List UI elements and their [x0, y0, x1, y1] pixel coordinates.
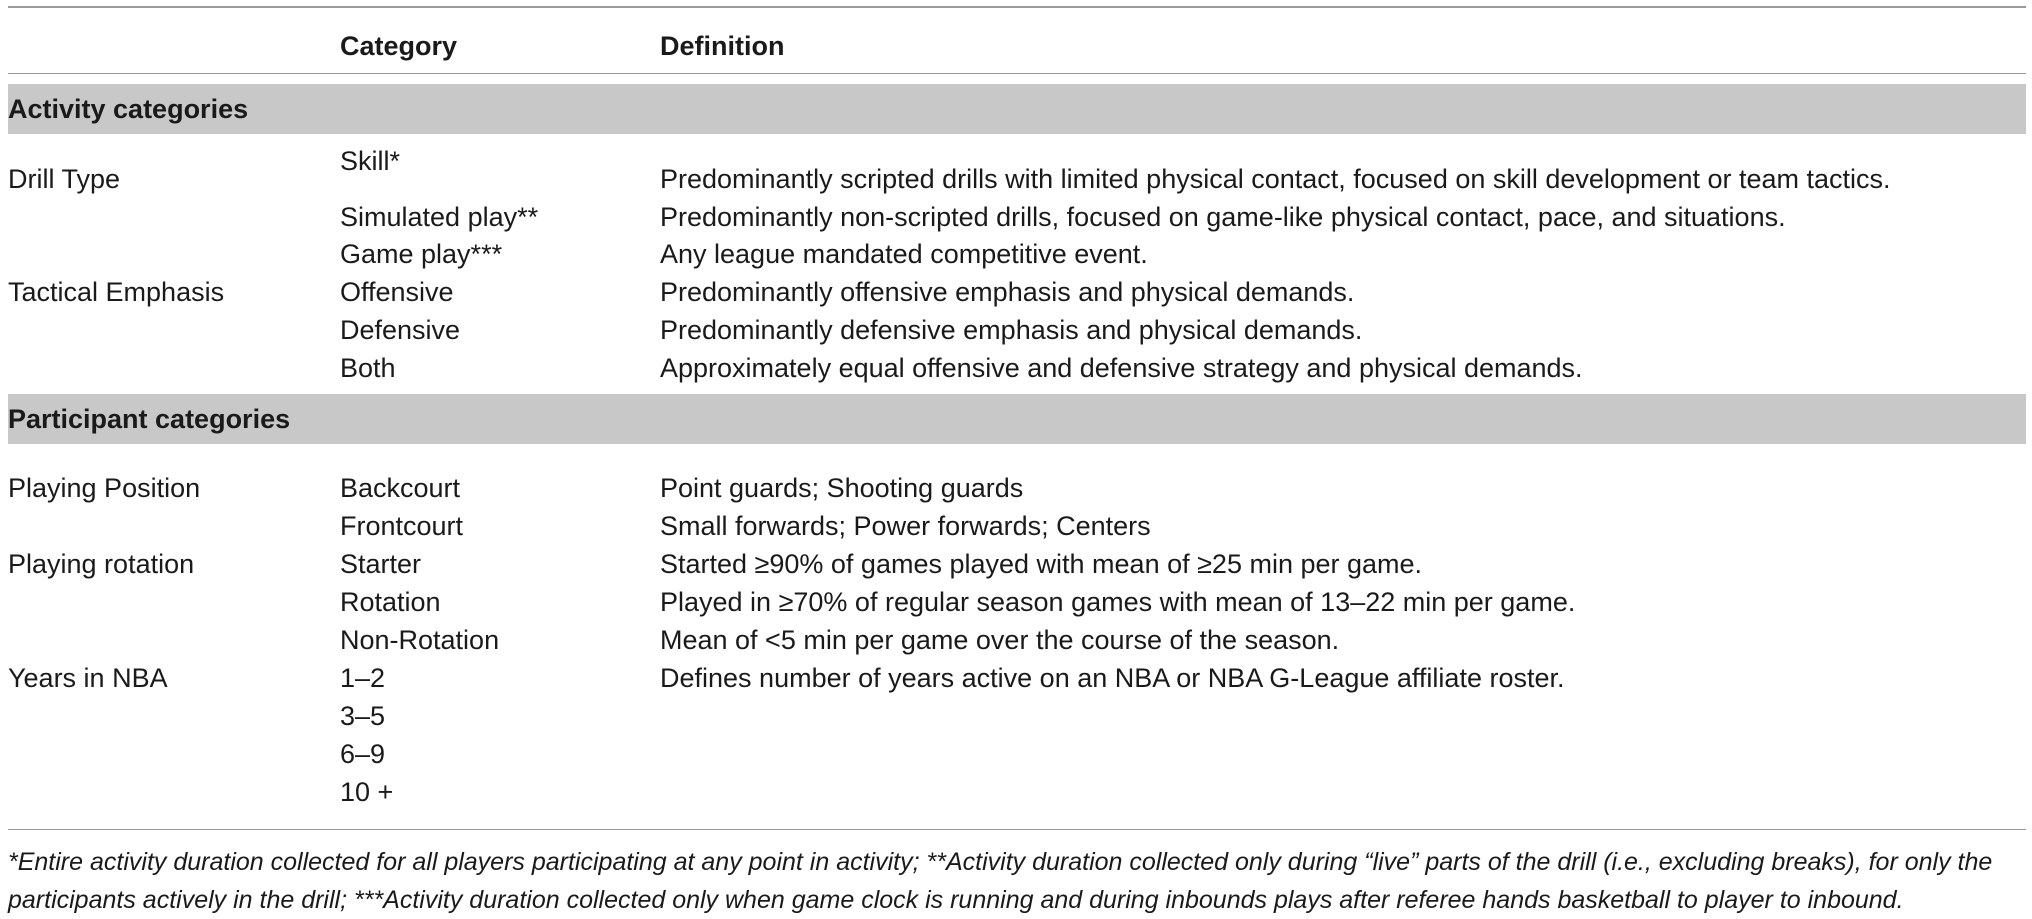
row-definition: Played in ≥70% of regular season games with mean of 13–22 min per game.	[660, 587, 1576, 617]
header-category: Category	[340, 31, 458, 61]
row-category: Rotation	[340, 587, 441, 617]
row-group: Playing Position	[8, 473, 201, 503]
row-category: Game play***	[340, 239, 503, 269]
table-footnote: *Entire activity duration collected for all players participating at any point in activity; **Activity duration collected only during “live” parts of the drill (i.e., excluding breaks), for only the participants actively in the drill; ***Activity duration collected only when game clock is running and during inbounds plays after referee hands basketball to player to inbound.	[8, 848, 1993, 914]
row-definition: Small forwards; Power forwards; Centers	[660, 511, 1151, 541]
header-definition: Definition	[660, 31, 785, 61]
row-definition: Any league mandated competitive event.	[660, 239, 1148, 269]
row-group: Years in NBA	[8, 663, 168, 693]
row-definition: Mean of <5 min per game over the course of the season.	[660, 625, 1340, 655]
top-rule	[8, 6, 2026, 8]
row-definition: Predominantly non-scripted drills, focused on game-like physical contact, pace, and situations.	[660, 202, 1786, 232]
section-band-participant	[8, 394, 2026, 444]
section-band-activity	[8, 84, 2026, 134]
bottom-rule	[8, 829, 2026, 830]
row-definition: Predominantly offensive emphasis and physical demands.	[660, 277, 1355, 307]
row-definition: Point guards; Shooting guards	[660, 473, 1024, 503]
row-category: Offensive	[340, 277, 454, 307]
row-category: Starter	[340, 549, 422, 579]
row-category: Skill*	[340, 146, 401, 176]
row-category: 10 +	[340, 777, 394, 807]
row-category: Non-Rotation	[340, 625, 500, 655]
row-category: Both	[340, 353, 396, 383]
row-category: 6–9	[340, 739, 386, 769]
row-category: Simulated play**	[340, 202, 539, 232]
row-group: Tactical Emphasis	[8, 277, 225, 307]
row-definition: Predominantly defensive emphasis and physical demands.	[660, 315, 1363, 345]
section-title: Activity categories	[8, 94, 249, 124]
row-category: Frontcourt	[340, 511, 464, 541]
header-rule	[8, 73, 2026, 74]
row-category: 3–5	[340, 701, 386, 731]
row-definition: Started ≥90% of games played with mean of ≥25 min per game.	[660, 549, 1423, 579]
row-category: Backcourt	[340, 473, 461, 503]
row-group: Drill Type	[8, 164, 121, 194]
row-definition: Approximately equal offensive and defensive strategy and physical demands.	[660, 353, 1583, 383]
row-definition: Defines number of years active on an NBA or NBA G-League affiliate roster.	[660, 663, 1565, 693]
row-category: 1–2	[340, 663, 386, 693]
section-title: Participant categories	[8, 404, 291, 434]
row-category: Defensive	[340, 315, 461, 345]
row-group: Playing rotation	[8, 549, 195, 579]
row-definition: Predominantly scripted drills with limited physical contact, focused on skill development or team tactics.	[660, 164, 1891, 194]
